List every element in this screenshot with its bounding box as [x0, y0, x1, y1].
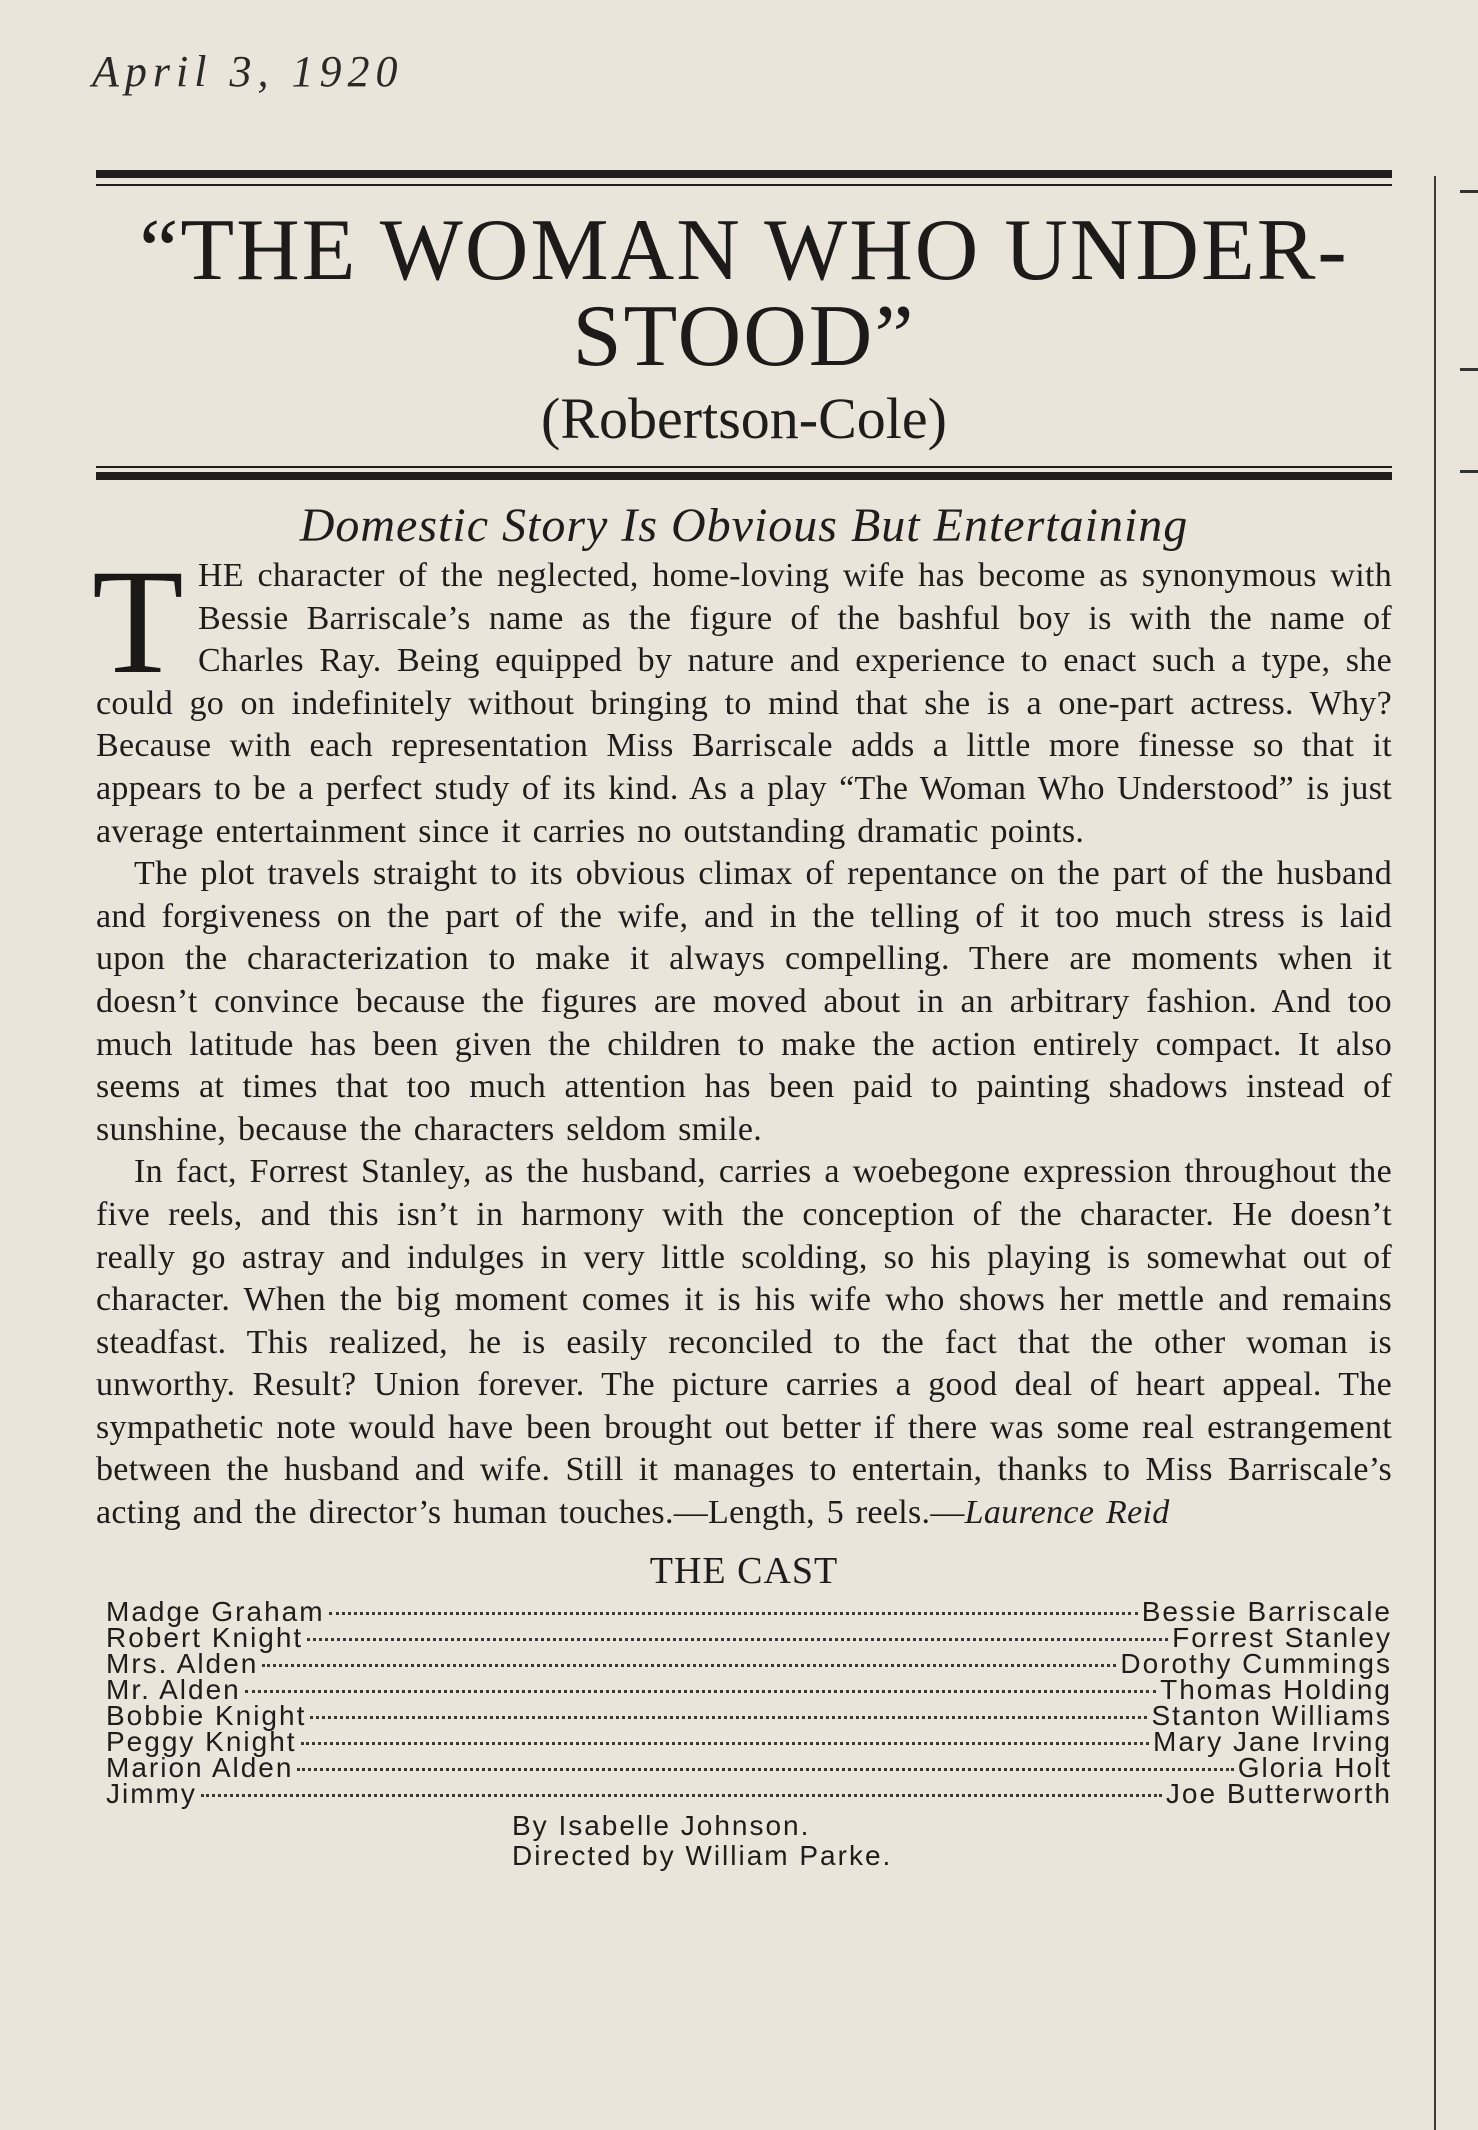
reviewer-signature: Laurence Reid — [964, 1494, 1170, 1532]
cast-actor: Bessie Barriscale — [1141, 1595, 1392, 1627]
cast-row — [106, 1595, 1392, 1627]
article-body — [92, 539, 1392, 1535]
cast-actor: Mary Jane Irving — [1153, 1725, 1392, 1757]
production-company: (Robertson-Cole) — [541, 386, 947, 451]
cast-row — [106, 1673, 1392, 1705]
cast-role: Robert Knight — [106, 1621, 304, 1653]
cast-row — [106, 1699, 1392, 1731]
paragraph-2: The plot travels straight to its obvious climax of repentance on the part of the husband and forgiveness on the part of the wife, and in the telling of it too much stress is laid upon the characterization to make it always compelling. There are moments when it doesn’t convince because the figures are moved about in an arbitrary fashion. And too much latitude has been given the children to make the action entirely compact. It also seems at times that too much attention has been paid to painting shadows instead of sunshine, because the characters seldom smile. — [96, 855, 1392, 1148]
cast-row — [106, 1725, 1392, 1757]
cast-row — [106, 1647, 1392, 1679]
edge-mark — [1460, 190, 1478, 193]
cast-row — [106, 1621, 1392, 1653]
review-column — [92, 170, 1392, 1871]
cast-role: Marion Alden — [106, 1751, 294, 1783]
cast-role: Bobbie Knight — [106, 1699, 307, 1731]
bottom-rule-thin — [96, 466, 1392, 468]
leader-dots — [329, 1612, 1138, 1615]
cast-role: Jimmy — [106, 1777, 197, 1809]
paragraph-3-text: In fact, Forrest Stanley, as the husband, carries a woebegone expression throughout the five reels, and this isn’t in harmony with the conception of the character. He doesn’t really go astray and indulges in very little scolding, so his playing is somewhat out of character. When the big moment comes it is his wife who shows her mettle and remains steadfast. This realized, he is easily reconciled to the fact that the other woman is unworthy. Result? Union forever. The picture carries a good deal of heart appeal. The sympathetic note would have been brought out better if there was some real estrangement between the husband and wife. Still it manages to entertain, thanks to Miss Barriscale’s acting and the director’s human touches.—Length, 5 reels.— — [96, 1153, 1392, 1532]
cast-role: Madge Graham — [106, 1595, 325, 1627]
leader-dots — [307, 1638, 1168, 1641]
writer-credit: By Isabelle Johnson. — [512, 1809, 811, 1841]
cast-actor: Forrest Stanley — [1172, 1621, 1392, 1653]
title-line-1: “THE WOMAN WHO UNDER- — [139, 202, 1349, 299]
cast-actor: Thomas Holding — [1160, 1673, 1392, 1705]
top-rule — [96, 170, 1392, 178]
title-line-2: STOOD” — [572, 288, 916, 385]
cast-list — [96, 1595, 1392, 1809]
article-subheading: Domestic Story Is Obvious But Entertaining — [299, 499, 1189, 552]
cast-actor: Gloria Holt — [1237, 1751, 1392, 1783]
leader-dots — [201, 1794, 1162, 1797]
cast-heading: THE CAST — [649, 1549, 839, 1592]
cast-actor: Stanton Williams — [1151, 1699, 1392, 1731]
top-rule-thin — [96, 184, 1392, 186]
paragraph-1-text: HE character of the neglected, home-loving wife has become as synonymous with Bessie Barriscale’s name as the figure of the bashful boy is with the name of Charles Ray. Being equipped by nature and experience to enact such a type, she could go on indefinitely without bringing to mind that she is a one-part actress. Why? Because with each representation Miss Barriscale adds a little more finesse so that it appears to be a perfect study of its kind. As a play “The Woman Who Understood” is just average entertainment since it carries no outstanding dramatic points. — [96, 557, 1392, 850]
bottom-rule — [96, 472, 1392, 480]
cast-role: Peggy Knight — [106, 1725, 297, 1757]
leader-dots — [297, 1768, 1233, 1771]
leader-dots — [262, 1664, 1116, 1667]
column-divider — [1434, 176, 1436, 2130]
production-credits — [96, 1811, 1392, 1871]
edge-mark — [1460, 368, 1478, 371]
drop-cap: T — [92, 539, 184, 705]
cast-actor: Joe Butterworth — [1165, 1777, 1392, 1809]
cast-actor: Dorothy Cummings — [1120, 1647, 1392, 1679]
paragraph-1 — [92, 539, 1392, 853]
cast-row — [106, 1751, 1392, 1783]
leader-dots — [245, 1690, 1156, 1693]
cast-row — [106, 1777, 1392, 1809]
paragraph-3 — [96, 1151, 1392, 1534]
leader-dots — [301, 1742, 1149, 1745]
director-credit: Directed by William Parke. — [512, 1839, 893, 1871]
issue-date: April 3, 1920 — [92, 47, 404, 96]
edge-mark — [1460, 470, 1478, 473]
article-title — [96, 202, 1392, 385]
cast-role: Mrs. Alden — [106, 1647, 259, 1679]
cast-role: Mr. Alden — [106, 1673, 241, 1705]
leader-dots — [310, 1716, 1147, 1719]
